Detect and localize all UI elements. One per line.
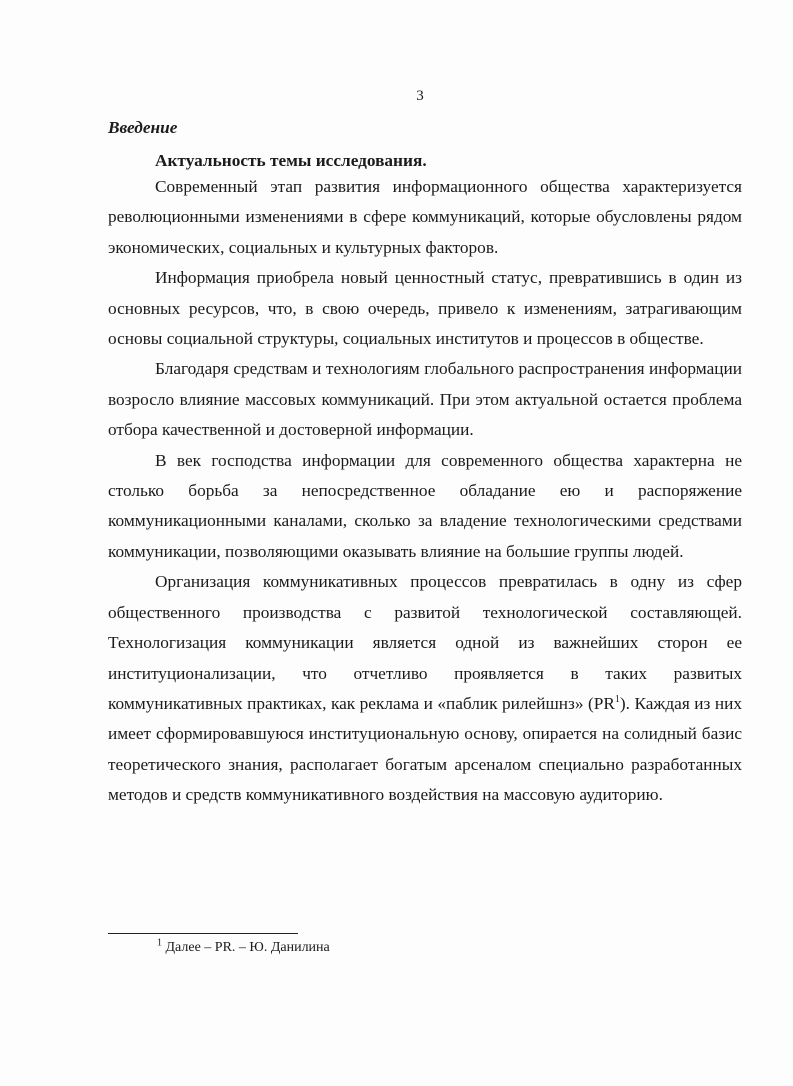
paragraph-5-part-2: ). Каждая из них имеет сформировавшуюся институциональную основу, опирается на солидный базис теоретического знания, располагает богатым арсеналом специально разработанных методов и средств коммуникативного воздействия на массовую аудиторию. [108,693,742,805]
paragraph-1: Современный этап развития информационного общества характеризуется революционными изменениями в сфере коммуникаций, которые обусловлены рядом экономических, социальных и культурных факторов. [108,177,742,257]
paragraph-3: Благодаря средствам и технологиям глобального распространения информации возросло влияние массовых коммуникаций. При этом актуальной остается проблема отбора качественной и достоверной информации. [108,359,742,440]
footnote-divider [108,933,298,934]
footnote-text: Далее – PR. – Ю. Данилина [162,940,330,955]
page-number: 3 [416,88,424,104]
footnote [157,937,330,956]
paragraph-5 [108,567,742,810]
paragraph-2: Информация приобрела новый ценностный статус, превратившись в один из основных ресурсов, что, в свою очередь, привело к изменениям, затрагивающим основы социальной структуры, социальных институтов и процессов в обществе. [108,268,742,349]
paragraph-4: В век господства информации для современного общества характерна не столько борьба за непосредственное обладание ею и распоряжение коммуникационными каналами, сколько за владение технологическими средствами коммуникации, позволяющими оказывать влияние на большие группы людей. [108,450,742,561]
section-heading: Введение [108,118,178,137]
footnote-mark: 1 [157,937,162,949]
paragraph-5-part-1: Организация коммуникативных процессов превратилась в одну из сфер общественного производства с развитой технологической составляющей. Технологизация коммуникации является одной из важнейших сторон ее институционализации, что отчетливо проявляется в таких развитых коммуникативных практиках, как реклама и «паблик рилейшнз» (PR [108,572,742,713]
footnote-reference[interactable]: 1 [614,694,620,706]
body-text [108,172,742,811]
subheading: Актуальность темы исследования. [155,151,427,170]
